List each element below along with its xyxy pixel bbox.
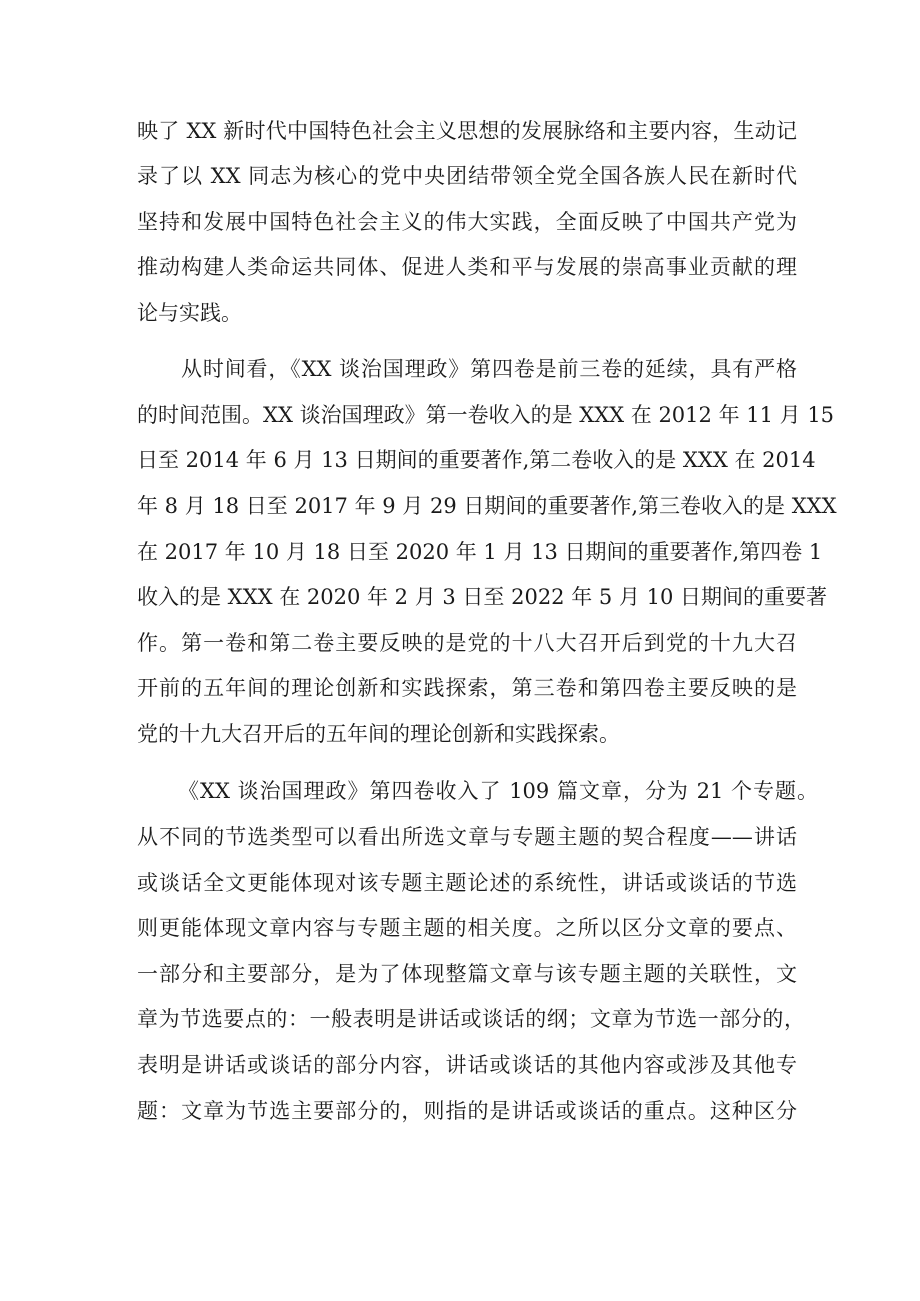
text-line: 论与实践。: [137, 301, 242, 325]
text-line: 映了 XX 新时代中国特色社会主义思想的发展脉络和主要内容，生动记: [137, 119, 797, 143]
text-line: 则更能体现文章内容与专题主题的相关度。之所以区分文章的要点、: [137, 916, 797, 940]
text-line: 题：文章为节选主要部分的，则指的是讲话或谈话的重点。这种区分: [137, 1099, 797, 1123]
text-line: 从时间看，《XX 谈治国理政》第四卷是前三卷的延续，具有严格: [181, 357, 797, 381]
text-line: 录了以 XX 同志为核心的党中央团结带领全党全国各族人民在新时代: [137, 164, 797, 188]
text-line: 从不同的节选类型可以看出所选文章与专题主题的契合程度——讲话: [137, 825, 797, 849]
text-line: 收入的是 XXX 在 2020 年 2 月 3 日至 2022 年 5 月 10 日期间的重要著: [137, 585, 827, 609]
text-line: 坚持和发展中国特色社会主义的伟大实践，全面反映了中国共产党为: [137, 210, 797, 234]
text-line: 《XX 谈治国理政》第四卷收入了 109 篇文章，分为 21 个专题。: [178, 779, 818, 803]
text-line: 在 2017 年 10 月 18 日至 2020 年 1 月 13 日期间的重要著作,第四卷 1: [137, 540, 823, 564]
text-line: 推动构建人类命运共同体、促进人类和平与发展的崇高事业贡献的理: [137, 255, 797, 279]
text-line: 日至 2014 年 6 月 13 日期间的重要著作,第二卷收入的是 XXX 在 2014: [137, 448, 816, 472]
text-line: 开前的五年间的理论创新和实践探索，第三卷和第四卷主要反映的是: [137, 676, 797, 700]
text-line: 作。第一卷和第二卷主要反映的是党的十八大召开后到党的十九大召: [137, 631, 797, 655]
text-line: 的时间范围。XX 谈治国理政》第一卷收入的是 XXX 在 2012 年 11 月 15: [137, 403, 835, 427]
text-line: 表明是讲话或谈话的部分内容，讲话或谈话的其他内容或涉及其他专: [137, 1053, 797, 1077]
text-line: 章为节选要点的：一般表明是讲话或谈话的纲；文章为节选一部分的，: [137, 1007, 805, 1031]
text-line: 年 8 月 18 日至 2017 年 9 月 29 日期间的重要著作,第三卷收入的是 XXX: [137, 494, 837, 518]
text-line: 或谈话全文更能体现对该专题主题论述的系统性，讲话或谈话的节选: [137, 871, 797, 895]
text-line: 一部分和主要部分，是为了体现整篇文章与该专题主题的关联性，文: [137, 962, 797, 986]
text-line: 党的十九大召开后的五年间的理论创新和实践探索。: [137, 722, 620, 746]
